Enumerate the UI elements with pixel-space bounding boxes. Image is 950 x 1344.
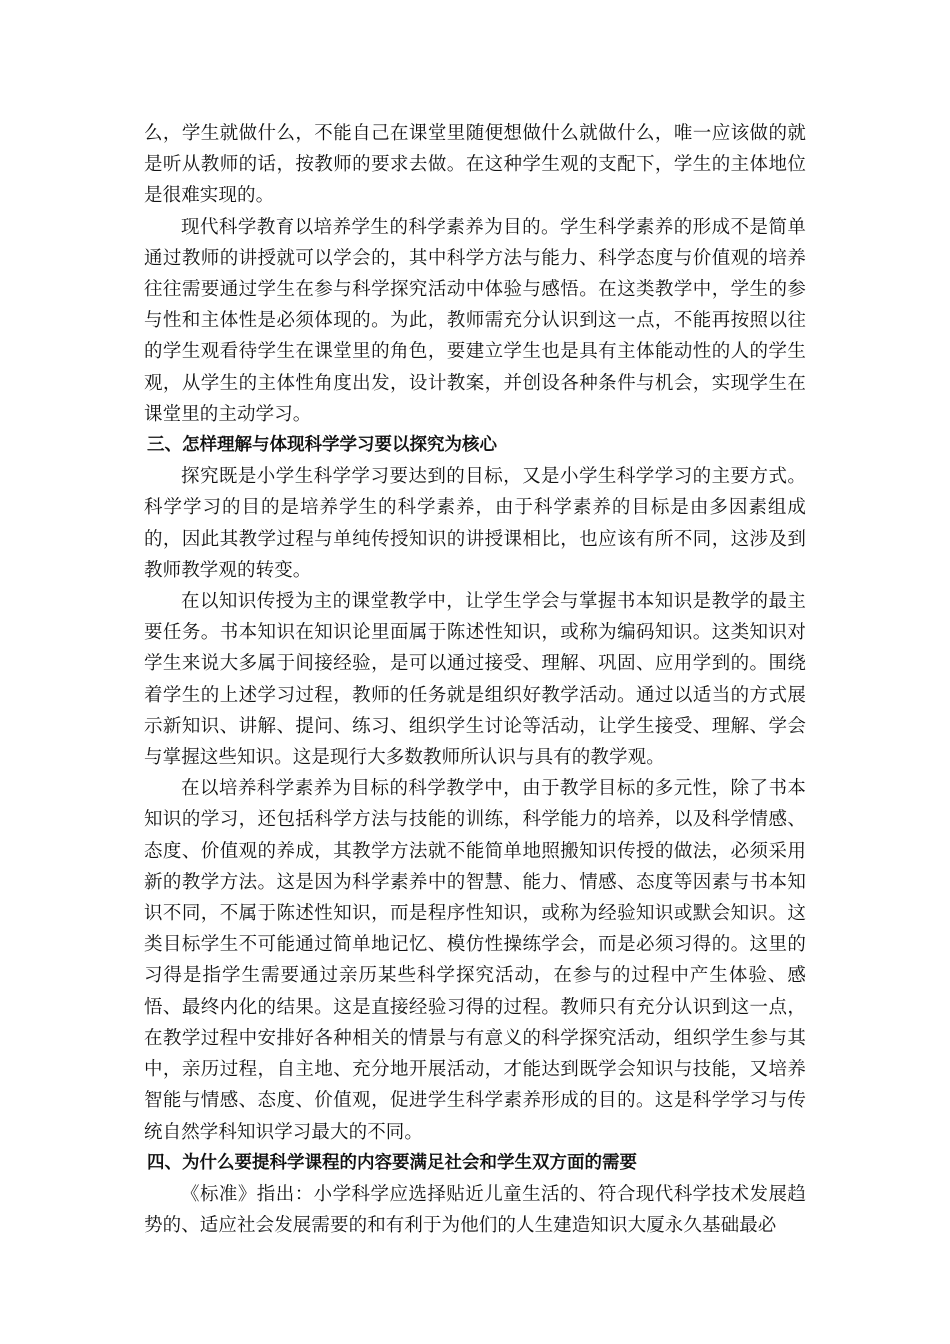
paragraph-standard-quote: 《标准》指出：小学科学应选择贴近儿童生活的、符合现代科学技术发展趋势的、适应社会发展需要的和有利于为他们的人生建造知识大厦永久基础最必 <box>144 1183 806 1237</box>
section-heading-3: 三、怎样理解与体现科学学习要以探究为核心 <box>147 435 497 456</box>
paragraph-inquiry-goal: 探究既是小学生科学学习要达到的目标，又是小学生科学学习的主要方式。科学学习的目的是培养学生的科学素养，由于科学素养的目标是由多因素组成的，因此其教学过程与单纯传授知识的讲授课相比，也应该有所不同，这涉及到教师教学观的转变。 <box>144 466 806 581</box>
section-heading-4: 四、为什么要提科学课程的内容要满足社会和学生双方面的需要 <box>147 1152 637 1173</box>
document-page <box>144 118 806 1241</box>
paragraph-science-literacy-teaching: 在以培养科学素养为目标的科学教学中，由于教学目标的多元性，除了书本知识的学习，还包括科学方法与技能的训练，科学能力的培养，以及科学情感、态度、价值观的养成，其教学方法就不能简单地照搬知识传授的做法，必须采用新的教学方法。这是因为科学素养中的智慧、能力、情感、态度等因素与书本知识不同，不属于陈述性知识，而是程序性知识，或称为经验知识或默会知识。这类目标学生不可能通过简单地记忆、模仿性操练学会，而是必须习得的。这里的习得是指学生需要通过亲历某些科学探究活动，在参与的过程中产生体验、感悟、最终内化的结果。这是直接经验习得的过程。教师只有充分认识到这一点，在教学过程中安排好各种相关的情景与有意义的科学探究活动，组织学生参与其中，亲历过程，自主地、充分地开展活动，才能达到既学会知识与技能，又培养智能与情感、态度、价值观，促进学生科学素养形成的目的。这是科学学习与传统自然学科知识学习最大的不同。 <box>144 778 806 1143</box>
paragraph-knowledge-transfer: 在以知识传授为主的课堂教学中，让学生学会与掌握书本知识是教学的最主要任务。书本知识在知识论里面属于陈述性知识，或称为编码知识。这类知识对学生来说大多属于间接经验，是可以通过接受、理解、巩固、应用学到的。围绕着学生的上述学习过程，教师的任务就是组织好教学活动。通过以适当的方式展示新知识、讲解、提问、练习、组织学生讨论等活动，让学生接受、理解、学会与掌握这些知识。这是现行大多数教师所认识与具有的教学观。 <box>144 591 806 769</box>
paragraph-modern-science-education: 现代科学教育以培养学生的科学素养为目的。学生科学素养的形成不是简单通过教师的讲授就可以学会的，其中科学方法与能力、科学态度与价值观的培养往往需要通过学生在参与科学探究活动中体验与感悟。在这类教学中，学生的参与性和主体性是必须体现的。为此，教师需充分认识到这一点，不能再按照以往的学生观看待学生在课堂里的角色，要建立学生也是具有主体能动性的人的学生观，从学生的主体性角度出发，设计教案，并创设各种条件与机会，实现学生在课堂里的主动学习。 <box>144 216 806 425</box>
paragraph-continuation: 么，学生就做什么，不能自己在课堂里随便想做什么就做什么，唯一应该做的就是听从教师的话，按教师的要求去做。在这种学生观的支配下，学生的主体地位是很难实现的。 <box>144 123 806 207</box>
